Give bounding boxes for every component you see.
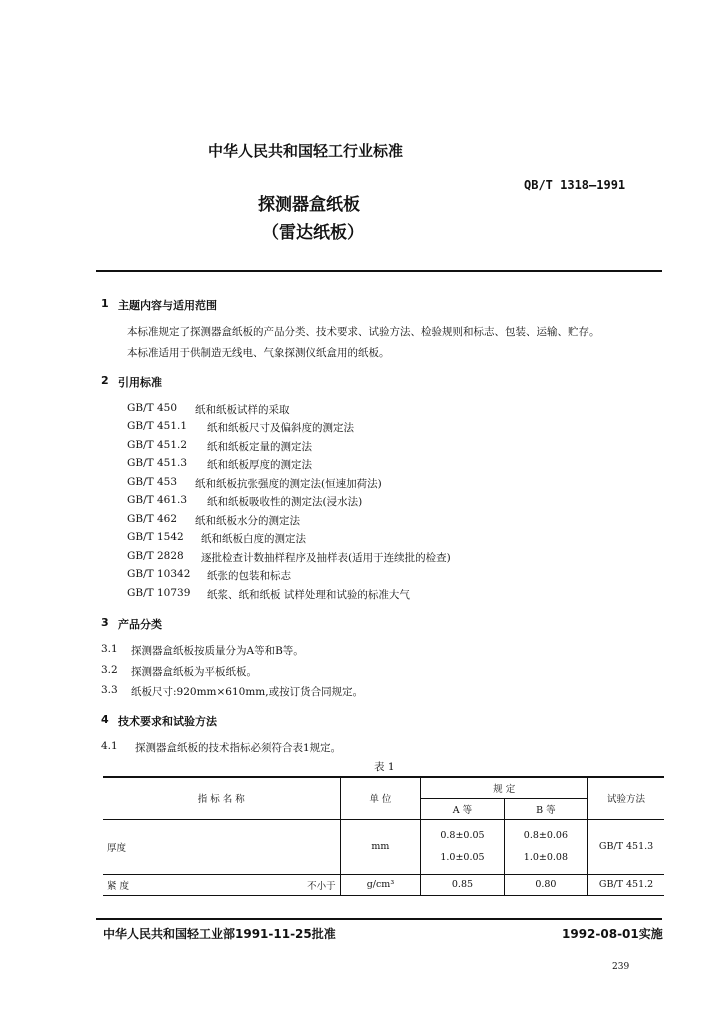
- reference-code: GB/T 10342: [127, 568, 191, 580]
- row-unit: g/cm³: [340, 874, 421, 895]
- reference-text: 纸和纸板厚度的测定法: [207, 459, 312, 471]
- row-name-cell: [103, 874, 340, 895]
- reference-text: 纸和纸板定量的测定法: [207, 441, 312, 453]
- value: 0.8±0.05: [440, 829, 485, 841]
- row-unit: mm: [340, 819, 421, 874]
- reference-item: [127, 568, 291, 582]
- approval-line: 中华人民共和国轻工业部1991-11-25批准: [103, 927, 336, 941]
- clause-text: 探测器盒纸板的技术指标必须符合表1规定。: [135, 742, 342, 754]
- clause-text: 纸板尺寸:920mm×610mm,或按订货合同规定。: [131, 686, 364, 698]
- reference-text: 纸和纸板试样的采取: [195, 404, 290, 416]
- reference-item: [127, 439, 312, 453]
- reference-item: [127, 402, 290, 416]
- reference-code: GB/T 1542: [127, 531, 184, 543]
- row-method: GB/T 451.3: [588, 819, 664, 874]
- reference-item: [127, 587, 410, 601]
- clause-text: 探测器盒纸板为平板纸板。: [131, 666, 257, 678]
- reference-text: 纸和纸板抗张强度的测定法(恒速加荷法): [195, 478, 382, 490]
- value: 0.8±0.06: [523, 829, 569, 841]
- header-indicator: 指 标 名 称: [103, 777, 340, 819]
- reference-code: GB/T 451.1: [127, 420, 188, 432]
- reference-item: [127, 531, 306, 545]
- row-grade-a: [421, 819, 504, 874]
- header-spec: 规 定: [421, 777, 588, 798]
- section-3-number: 3: [101, 616, 109, 629]
- section-2-title: 引用标准: [118, 376, 162, 389]
- standard-code: QB/T 1318—1991: [524, 178, 626, 192]
- row-grade-b: 0.80: [504, 874, 587, 895]
- row-grade-a: 0.85: [421, 874, 504, 895]
- document-subtitle: （雷达纸板）: [262, 223, 364, 243]
- reference-item: [127, 457, 312, 471]
- row-qualifier: 不小于: [307, 880, 336, 892]
- footer-divider: [96, 918, 662, 920]
- row-grade-b: [504, 819, 587, 874]
- reference-text: 逐批检查计数抽样程序及抽样表(适用于连续批的检查): [201, 552, 451, 564]
- clause-number: 4.1: [101, 740, 118, 752]
- spec-table: [103, 776, 664, 896]
- value: 1.0±0.08: [523, 851, 569, 863]
- reference-item: [127, 476, 382, 490]
- reference-code: GB/T 461.3: [127, 494, 188, 506]
- reference-text: 纸和纸板水分的测定法: [195, 515, 300, 527]
- header-divider: [96, 270, 662, 272]
- reference-text: 纸浆、纸和纸板 试样处理和试验的标准大气: [207, 589, 410, 601]
- section-4-number: 4: [101, 713, 109, 726]
- section-1-paragraph-2: 本标准适用于供制造无线电、气象探测仪纸盒用的纸板。: [127, 347, 390, 359]
- section-4-title: 技术要求和试验方法: [118, 715, 217, 728]
- row-name: 紧 度: [107, 880, 130, 892]
- section-1-number: 1: [101, 297, 109, 310]
- clause-number: 3.2: [101, 664, 118, 676]
- reference-item: [127, 513, 300, 527]
- reference-code: GB/T 450: [127, 402, 178, 414]
- reference-code: GB/T 10739: [127, 587, 191, 599]
- header-grade-b: B 等: [504, 798, 587, 819]
- header-grade-a: A 等: [421, 798, 504, 819]
- header-method: 试验方法: [588, 777, 664, 819]
- reference-item: [127, 420, 354, 434]
- section-2-number: 2: [101, 374, 109, 387]
- clause-number: 3.1: [101, 643, 118, 655]
- reference-code: GB/T 462: [127, 513, 178, 525]
- row-name: 厚度: [103, 819, 340, 874]
- table-row: [103, 819, 664, 874]
- reference-text: 纸和纸板白度的测定法: [201, 533, 306, 545]
- effective-date: 1992-08-01实施: [562, 927, 663, 941]
- clause-4-1: [101, 740, 342, 754]
- reference-text: 纸张的包装和标志: [207, 570, 291, 582]
- issuing-organization: 中华人民共和国轻工行业标准: [208, 142, 404, 160]
- clause-number: 3.3: [101, 684, 118, 696]
- reference-code: GB/T 2828: [127, 550, 184, 562]
- document-title: 探测器盒纸板: [258, 195, 360, 215]
- table-caption: 表 1: [374, 761, 395, 773]
- reference-text: 纸和纸板吸收性的测定法(浸水法): [207, 496, 363, 508]
- reference-code: GB/T 453: [127, 476, 178, 488]
- value: 1.0±0.05: [440, 851, 485, 863]
- reference-item: [127, 494, 363, 508]
- clause-3-3: [101, 684, 364, 698]
- section-3-title: 产品分类: [118, 618, 162, 631]
- table-header-row: [103, 777, 664, 798]
- reference-code: GB/T 451.2: [127, 439, 188, 451]
- reference-code: GB/T 451.3: [127, 457, 188, 469]
- header-unit: 单 位: [340, 777, 421, 819]
- table-row: [103, 874, 664, 895]
- section-1-paragraph-1: 本标准规定了探测器盒纸板的产品分类、技术要求、试验方法、检验规则和标志、包装、运输、贮存。: [127, 326, 600, 338]
- reference-item: [127, 550, 451, 564]
- clause-text: 探测器盒纸板按质量分为A等和B等。: [131, 645, 304, 657]
- reference-text: 纸和纸板尺寸及偏斜度的测定法: [207, 422, 354, 434]
- section-1-title: 主题内容与适用范围: [118, 299, 217, 312]
- clause-3-2: [101, 664, 257, 678]
- row-method: GB/T 451.2: [588, 874, 664, 895]
- page-number: 239: [612, 962, 630, 972]
- clause-3-1: [101, 643, 304, 657]
